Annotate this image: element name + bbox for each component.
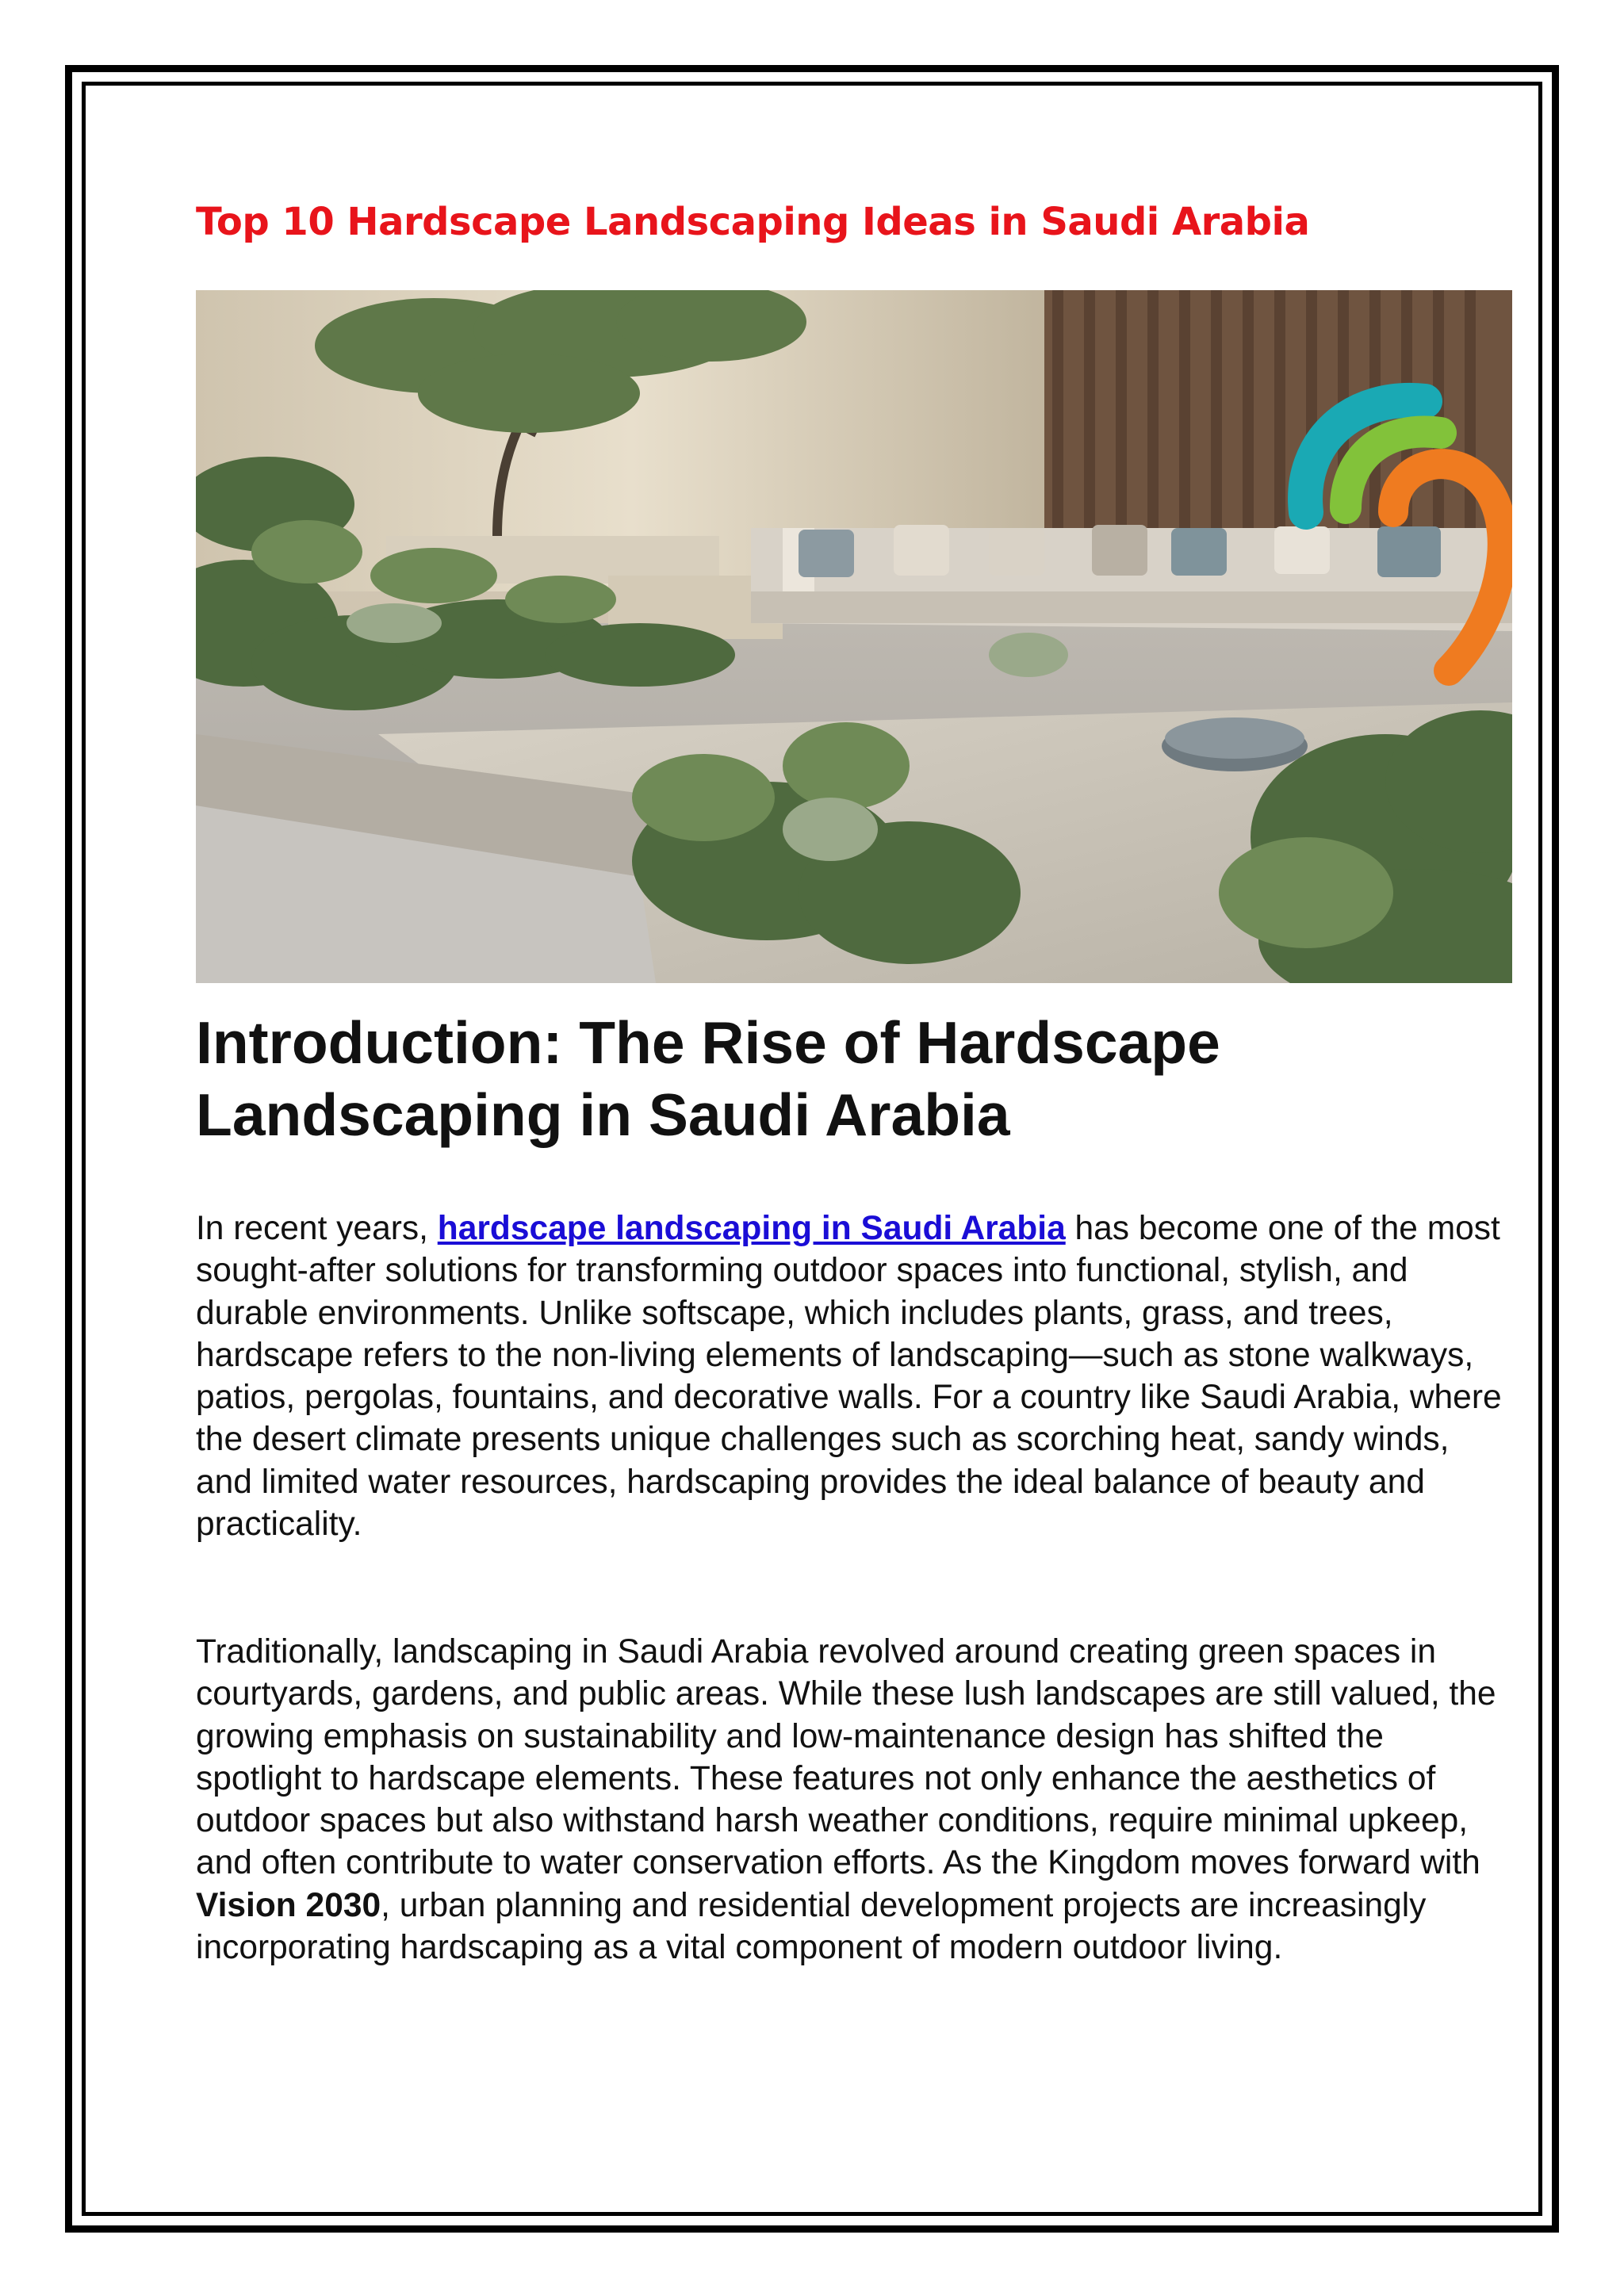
paragraph-text: Traditionally, landscaping in Saudi Arabia revolved around creating green spaces in courtyards, gardens, and public areas. While these lush landscapes are still valued, the growing emphasis on sustainability and low-maintenance design has shifted the spotlight to hardscape elements. These features not only enhance the aesthetics of outdoor spaces but also withstand harsh weather conditions, require minimal upkeep, and often contribute to water conservation efforts. As the Kingdom moves forward with (196, 1633, 1496, 1882)
hero-image (196, 290, 1512, 983)
document-title: Top 10 Hardscape Landscaping Ideas in Saudi Arabia (196, 200, 1310, 244)
vision-2030-bold: Vision 2030 (196, 1886, 381, 1924)
hardscape-landscaping-link[interactable]: hardscape landscaping in Saudi Arabia (437, 1210, 1066, 1247)
intro-paragraph-1 (196, 1207, 1512, 1545)
paragraph-text: , urban planning and residential development projects are increasingly incorporating hardscaping as a vital component of modern outdoor living. (196, 1886, 1427, 1967)
paragraph-text: In recent years, (196, 1210, 438, 1247)
intro-heading: Introduction: The Rise of Hardscape Landscaping in Saudi Arabia (196, 1009, 1220, 1148)
intro-paragraph-2 (196, 1631, 1512, 1969)
paragraph-text: has become one of the most sought-after solutions for transforming outdoor spaces into functional, stylish, and durable environments. Unlike softscape, which includes plants, grass, and trees, hardscape refers to the non-living elements of landscaping—such as stone walkways, patios, pergolas, fountains, and decorative walls. For a country like Saudi Arabia, where the desert climate presents unique challenges such as scorching heat, sandy winds, and limited water resources, hardscaping provides the ideal balance of beauty and practicality. (196, 1210, 1502, 1544)
